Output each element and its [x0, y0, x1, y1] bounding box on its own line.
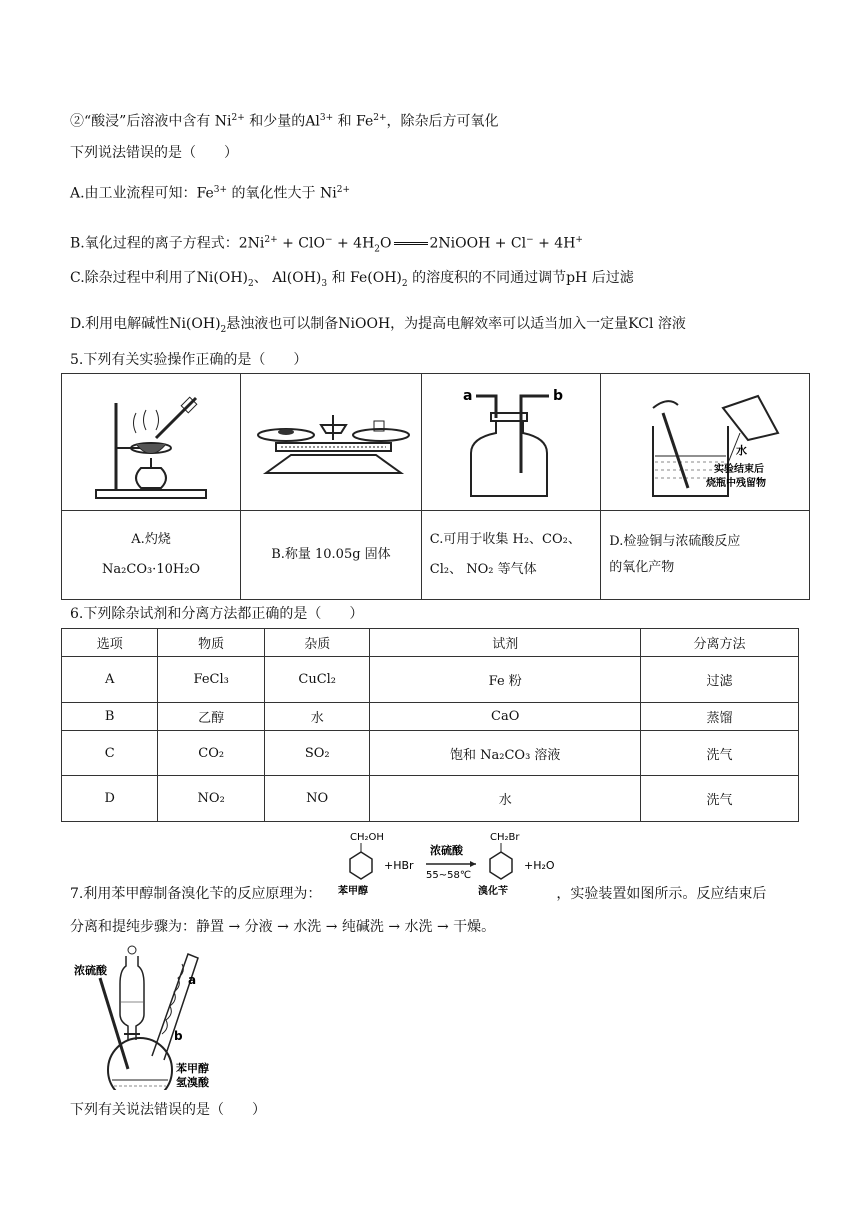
label-a: a — [188, 973, 197, 987]
table-row: B 乙醇 水 CaO 蒸馏 — [62, 703, 799, 731]
figure-d-beaker — [601, 374, 810, 511]
header-reagent: 试剂 — [370, 629, 640, 657]
condition-temp: 55~58℃ — [426, 870, 472, 881]
header-option: 选项 — [62, 629, 158, 657]
table-row: C CO₂ SO₂ 饱和 Na₂CO₃ 溶液 洗气 — [62, 731, 799, 776]
label-water: 水 — [735, 443, 747, 457]
label-c-a: a — [463, 387, 473, 404]
burning-apparatus-illustration — [86, 378, 216, 503]
option-d: D.利用电解碱性$Ni(OH)_2$悬浊液也可以制备NiOOH，为提高电解效率可以适当加入一定量KCl 溶液 — [70, 316, 686, 335]
q6-table — [61, 628, 799, 822]
table-row: A FeCl₃ CuCl₂ Fe 粉 过滤 — [62, 657, 799, 703]
figure-c-gas-bottle — [421, 374, 601, 511]
label-conc-acid: 浓硫酸 — [74, 964, 107, 977]
balance-illustration — [246, 385, 416, 495]
question-prompt-4: 下列说法错误的是（ ） — [70, 145, 238, 161]
header-substance: 物质 — [158, 629, 265, 657]
product-name: 溴化苄 — [478, 886, 508, 897]
caption-c: C.可用于收集 H₂、CO₂、 Cl₂、 NO₂ 等气体 — [421, 511, 601, 600]
table-row: D NO₂ NO 水 洗气 — [62, 776, 799, 822]
figure-a-burning — [62, 374, 241, 511]
label-hbr-acid: 氢溴酸 — [176, 1076, 209, 1089]
figure-b-balance — [241, 374, 422, 511]
byproduct-water: +H₂O — [524, 859, 555, 872]
reaction-apparatus — [70, 944, 230, 1090]
product-group: CH₂Br — [490, 832, 520, 843]
caption-a: A.灼烧 Na₂CO₃·10H₂O — [62, 511, 241, 600]
question-7-steps: 分离和提纯步骤为：静置 → 分液 → 水洗 → 纯碱洗 → 水洗 → 干燥。 — [70, 919, 496, 935]
option-c: C.除杂过程中利用了$Ni(OH)_2$、 $Al(OH)_3$ 和 $Fe(OH)_2$ 的溶度积的不同通过调节pH 后过滤 — [70, 270, 634, 289]
question-6: 6.下列除杂试剂和分离方法都正确的是（ ） — [70, 606, 364, 622]
label-after-experiment: 实验结束后 — [713, 463, 764, 475]
header-impurity: 杂质 — [264, 629, 370, 657]
question-7: 7.利用苯甲醇制备溴化苄的反应原理为： ，实验装置如图所示。反应结束后 — [70, 886, 767, 902]
label-benzyl-alcohol: 苯甲醇 — [176, 1062, 209, 1075]
question-5: 5.下列有关实验操作正确的是（ ） — [70, 352, 308, 368]
header-method: 分离方法 — [640, 629, 798, 657]
caption-d: D.检验铜与浓硫酸反应 的氧化产物 — [601, 511, 810, 600]
reagent-hbr: +HBr — [384, 859, 414, 872]
caption-b: B.称量 10.05g 固体 — [241, 511, 422, 600]
condition-acid: 浓硫酸 — [430, 844, 463, 857]
beaker-illustration — [618, 378, 793, 503]
label-c-b: b — [553, 387, 564, 404]
label-b: b — [174, 1029, 183, 1043]
question-prompt-7: 下列有关说法错误的是（ ） — [70, 1102, 266, 1118]
option-b: B.氧化过程的离子方程式：$2Ni^{2+} + ClO^- + 4H_2O$ 2NiOOH + Cl− + 4H+ — [70, 235, 583, 255]
gas-bottle-illustration — [441, 378, 581, 503]
option-a: A.由工业流程可知：$Fe^{3+}$ 的氧化性大于 $Ni^{2+}$ — [70, 185, 350, 202]
q5-table — [61, 373, 810, 600]
text-line-acid-leach: ②“酸浸”后溶液中含有 $Ni^{2+}$ 和少量的$Al^{3+}$ 和 $Fe^{2+}$，除杂后方可氧化 — [70, 113, 499, 130]
reactant-group: CH₂OH — [350, 832, 384, 843]
reactant-name: 苯甲醇 — [338, 886, 368, 897]
label-residue: 烧瓶中残留物 — [705, 477, 766, 489]
